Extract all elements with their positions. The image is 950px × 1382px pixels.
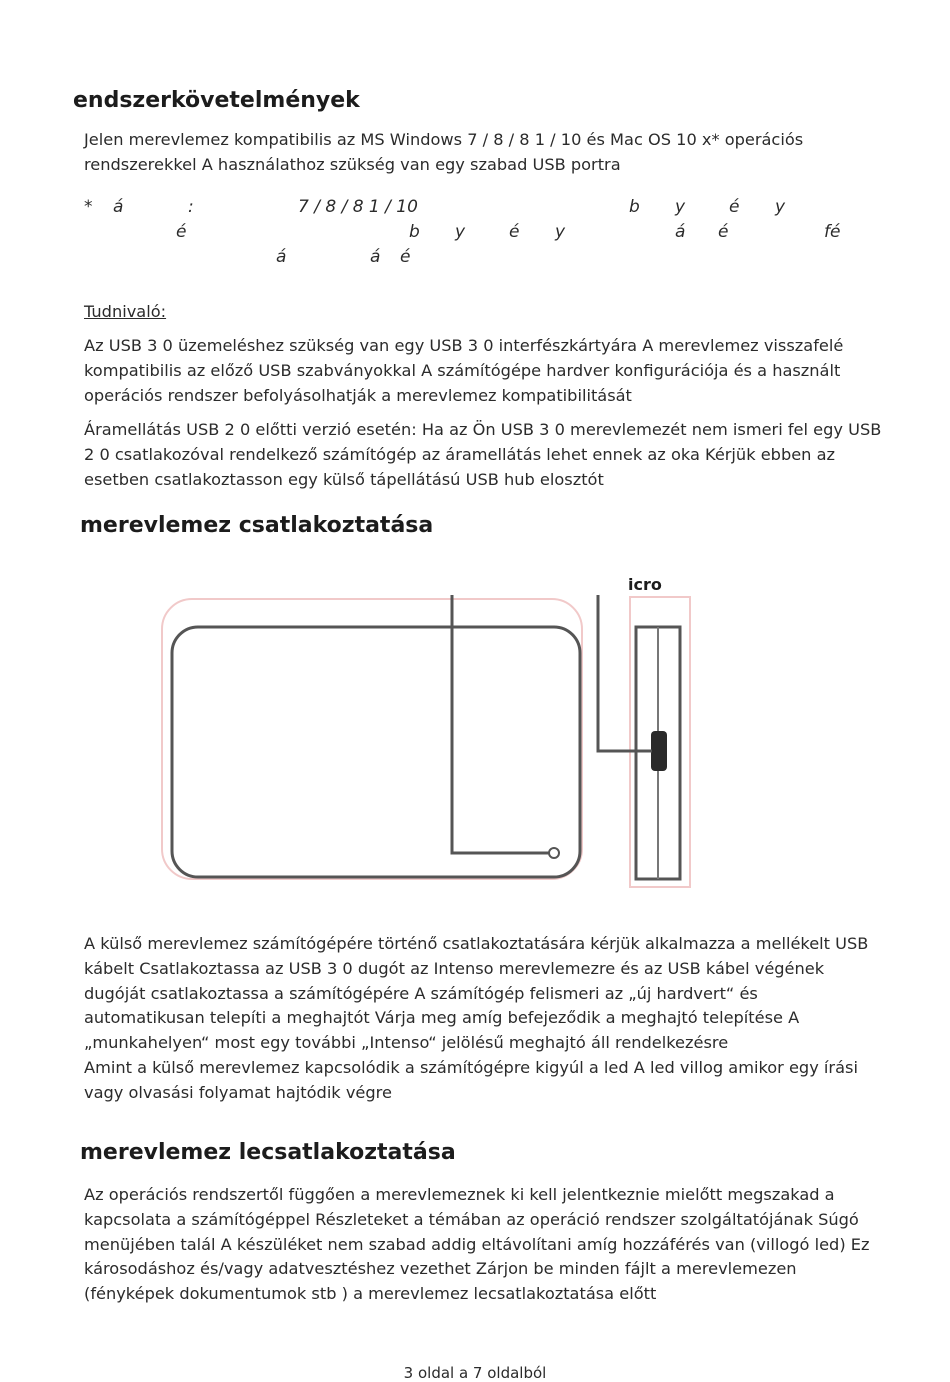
footnote-fragment: 7 / 8 / 8 1 / 10 <box>298 197 418 217</box>
text-line: operációs rendszer befolyásolhatják a merevlemez kompatibilitását <box>84 385 632 405</box>
section-title-connect-drive: merevlemez csatlakoztatása <box>80 513 434 538</box>
footnote-fragment: é <box>176 222 187 242</box>
text-line: A külső merevlemez számítógépére történő csatlakoztatására kérjük alkalmazza a mellékelt USB <box>84 934 869 953</box>
text-line: károsodáshoz és/vagy adatvesztéshez vezethet Zárjon be minden fájlt a merevlemezen <box>84 1259 797 1279</box>
drive-body-outline <box>172 627 580 877</box>
footnote-fragment: b <box>629 197 640 217</box>
led-indicator <box>549 848 559 858</box>
text-line: vagy olvasási folyamat hajtódik végre <box>84 1082 392 1102</box>
usb-port <box>651 731 667 771</box>
text-line: rendszerekkel A használathoz szükség van egy szabad USB portra <box>84 154 621 174</box>
footnote-fragment: á <box>370 247 381 267</box>
micro-usb-callout-line <box>598 595 652 751</box>
text-line: Áramellátás USB 2 0 előtti verzió esetén: Ha az Ön USB 3 0 merevlemezét nem ismeri fel egy USB <box>84 420 882 439</box>
text-line: Jelen merevlemez kompatibilis az MS Windows 7 / 8 / 8 1 / 10 és Mac OS 10 x* operációs <box>84 130 804 149</box>
text-line: Az USB 3 0 üzemeléshez szükség van egy USB 3 0 interfészkártyára A merevlemez visszafelé <box>84 336 844 355</box>
footnote-fragment: é <box>509 222 520 242</box>
footnote-fragment: y <box>555 222 566 242</box>
footnote-fragment: á <box>113 197 124 217</box>
callout-line <box>452 595 558 853</box>
footnote-fragment: fé <box>824 222 841 242</box>
system-requirements-text <box>84 128 904 178</box>
footnote-fragment: é <box>729 197 740 217</box>
footnote-fragment: : <box>188 197 194 217</box>
micro-usb-label: icro <box>628 575 662 594</box>
footnote-fragment: á <box>675 222 686 242</box>
footnote-fragment: é <box>718 222 729 242</box>
text-line: „munkahelyen“ most egy további „Intenso“ jelölésű meghajtó áll rendelkezésre <box>84 1033 729 1053</box>
text-line: Amint a külső merevlemez kapcsolódik a számítógépre kigyúl a led A led villog amikor egy írási <box>84 1057 858 1077</box>
footnote-fragment: é <box>400 247 411 267</box>
notice-paragraph-1 <box>84 334 904 408</box>
notice-paragraph-2 <box>84 418 904 492</box>
connect-drive-text <box>84 932 904 1106</box>
footnote-fragment: * <box>84 197 93 217</box>
disconnect-drive-text <box>84 1183 904 1307</box>
page-number: 3 oldal a 7 oldalból <box>403 1364 547 1382</box>
text-line: kapcsolata a számítógéppel Részleteket a témában az operáció rendszer szolgáltatójának Súgó <box>84 1209 859 1229</box>
text-line: 2 0 csatlakozóval rendelkező számítógép az áramellátás lehet ennek az oka Kérjük ebben az <box>84 444 836 464</box>
hard-drive-illustration <box>150 585 710 895</box>
text-line: kompatibilis az előző USB szabványokkal A számítógépe hardver konfigurációja és a használt <box>84 360 841 380</box>
text-line: menüjében talál A készüléket nem szabad addig eltávolítani amíg hozzáférés van (villogó led) Ez <box>84 1234 870 1254</box>
footnote-fragment: y <box>775 197 786 217</box>
section-title-disconnect-drive: merevlemez lecsatlakoztatása <box>80 1140 456 1165</box>
text-line: dugóját csatlakoztassa a számítógépére A számítógép felismeri az „új hardvert“ és <box>84 983 758 1003</box>
text-line: automatikusan telepíti a meghajtót Várja meg amíg befejeződik a meghajtó telepítése A <box>84 1008 800 1028</box>
footnote-fragment: b <box>409 222 420 242</box>
text-line: esetben csatlakoztasson egy külső tápellátású USB hub elosztót <box>84 469 604 489</box>
text-line: kábelt Csatlakoztassa az USB 3 0 dugót az Intenso merevlemezre és az USB kábel végének <box>84 958 825 978</box>
section-title-system-requirements: endszerkövetelmények <box>73 88 360 113</box>
footnote-fragment: y <box>675 197 686 217</box>
footnote-fragment: á <box>276 247 287 267</box>
footnote-fragment: y <box>455 222 466 242</box>
text-line: Az operációs rendszertől függően a merevlemeznek ki kell jelentkeznie mielőtt megszakad a <box>84 1185 835 1204</box>
notice-label: Tudnivaló: <box>84 302 167 321</box>
hard-drive-connection-diagram <box>150 575 710 899</box>
text-line: (fényképek dokumentumok stb ) a merevlemez lecsatlakoztatása előtt <box>84 1284 657 1304</box>
